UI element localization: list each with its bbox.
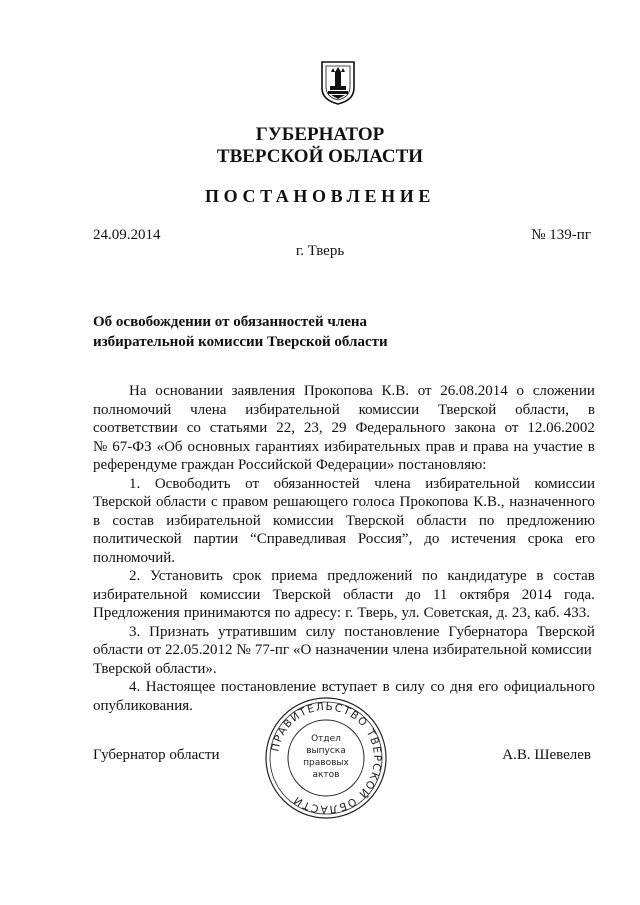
body-line: полномочий. <box>93 549 176 566</box>
tver-coat-of-arms-icon <box>319 58 357 106</box>
body-line: 3. Признать утратившим силу постановление Губернатора Тверской <box>129 623 595 640</box>
official-stamp <box>263 695 389 821</box>
body-line: Тверской области с правом решающего голоса Прокопова К.В., назначенного <box>93 494 595 510</box>
document-number: № 139-пг <box>531 227 591 243</box>
document-subject <box>93 312 423 352</box>
document-date: 24.09.2014 <box>93 227 161 243</box>
body-line: Предложения принимаются по адресу: г. Тверь, ул. Советская, д. 23, каб. 433. <box>93 605 590 621</box>
body-line: избирательной комиссии Тверской области до 11 октября 2014 года. <box>93 586 595 603</box>
document-type: ПОСТАНОВЛЕНИЕ <box>205 186 435 206</box>
subject-line: избирательной комиссии Тверской области <box>93 334 388 350</box>
signature-position: Губернатор области <box>93 747 220 763</box>
body-line: области от 22.05.2012 № 77-пг «О назначении члена избирательной комиссии <box>93 642 592 658</box>
body-line: полномочий члена избирательной комиссии Тверской области, в <box>93 401 595 418</box>
header-title-line2: ТВЕРСКОЙ ОБЛАСТИ <box>216 146 424 167</box>
body-line: Тверской области». <box>93 660 217 677</box>
body-line: политической партии “Справедливая Россия”, до истечения срока его <box>93 531 595 547</box>
document-body <box>93 382 595 715</box>
document-city: г. Тверь <box>295 243 345 259</box>
body-line: 1. Освободить от обязанностей члена избирательной комиссии <box>129 475 595 492</box>
body-line: опубликования. <box>93 697 193 714</box>
body-line: 2. Установить срок приема предложений по кандидатуре в состав <box>129 568 595 584</box>
body-line: соответствии со статьями 22, 23, 29 Федерального закона от 12.06.2002 <box>93 420 595 436</box>
body-line: На основании заявления Прокопова К.В. от 26.08.2014 о сложении <box>129 383 595 399</box>
body-line: референдуме граждан Российской Федерации» постановляю: <box>93 457 487 473</box>
stamp-center-text: Отдел выпуска правовых актов <box>303 734 349 780</box>
header-title-line1: ГУБЕРНАТОР <box>255 124 385 145</box>
signature-name: А.В. Шевелев <box>502 747 591 763</box>
body-line: 4. Настоящее постановление вступает в силу со дня его официального <box>129 679 595 695</box>
subject-line: Об освобождении от обязанностей члена <box>93 314 368 330</box>
body-line: № 67-ФЗ «Об основных гарантиях избирательных прав и права на участие в <box>93 438 595 455</box>
stamp-ring-text: ПРАВИТЕЛЬСТВО ТВЕРСКОЙ ОБЛАСТИ <box>269 700 384 816</box>
body-line: в состав избирательной комиссии Тверской области по предложению <box>93 512 595 529</box>
